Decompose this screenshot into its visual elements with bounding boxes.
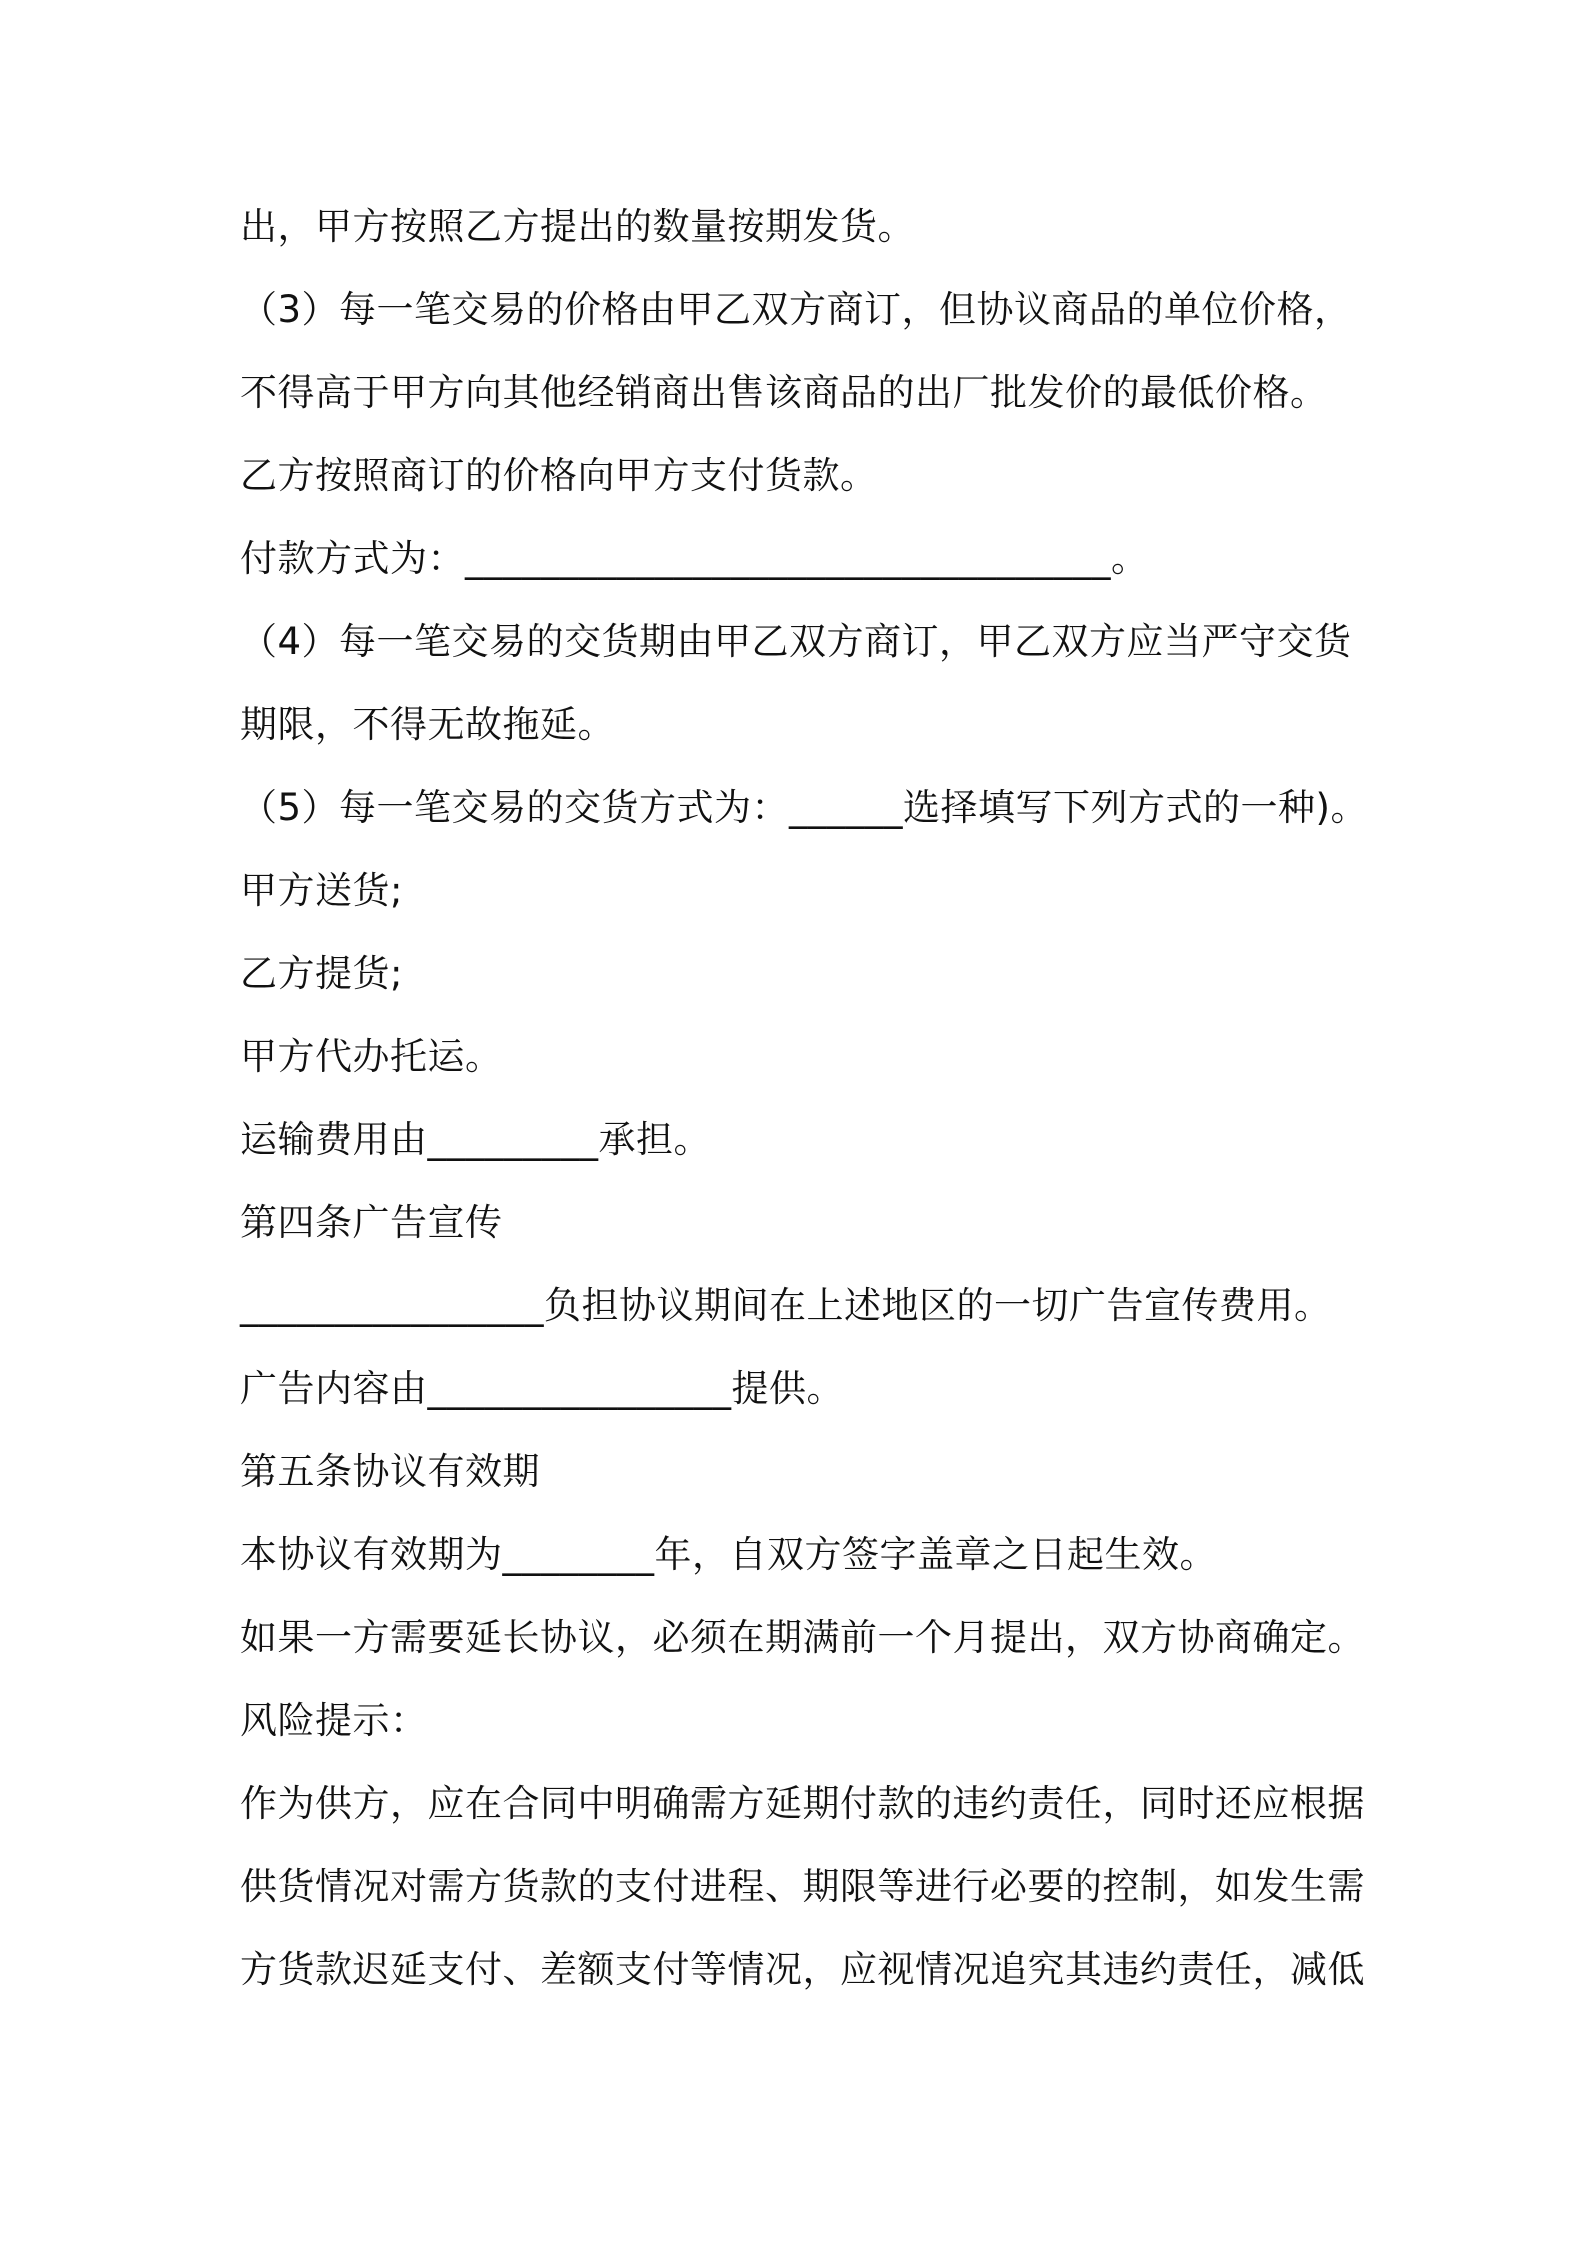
text-line: 乙方按照商订的价格向甲方支付货款。	[240, 454, 878, 497]
text-line: 如果一方需要延长协议，必须在期满前一个月提出，双方协商确定。	[240, 1616, 1365, 1659]
text-line: 运输费用由_________承担。	[240, 1118, 711, 1161]
text-line: 作为供方，应在合同中明确需方延期付款的违约责任，同时还应根据	[240, 1782, 1365, 1825]
text-line: 甲方代办托运。	[240, 1035, 503, 1078]
section-heading: 第五条协议有效期	[240, 1450, 540, 1493]
text-line: 甲方送货;	[240, 869, 403, 912]
text-line: 出，甲方按照乙方提出的数量按期发货。	[240, 205, 915, 248]
text-line: 本协议有效期为________年，自双方签字盖章之日起生效。	[240, 1533, 1217, 1576]
text-line: 期限，不得无故拖延。	[240, 703, 615, 746]
text-line: ________________负担协议期间在上述地区的一切广告宣传费用。	[240, 1284, 1332, 1327]
section-heading: 第四条广告宣传	[240, 1201, 503, 1244]
text-line: 方货款迟延支付、差额支付等情况，应视情况追究其违约责任，减低	[240, 1948, 1365, 1991]
text-line: 供货情况对需方货款的支付进程、期限等进行必要的控制，如发生需	[240, 1865, 1365, 1908]
text-line: （3）每一笔交易的价格由甲乙双方商订，但协议商品的单位价格，	[240, 288, 1352, 331]
text-line: （5）每一笔交易的交货方式为：______选择填写下列方式的一种)。	[240, 786, 1368, 829]
text-line: 广告内容由________________提供。	[240, 1367, 844, 1410]
text-line: （4）每一笔交易的交货期由甲乙双方商订，甲乙双方应当严守交货	[240, 620, 1352, 663]
text-line: 付款方式为：__________________________________。	[240, 537, 1149, 580]
text-line: 不得高于甲方向其他经销商出售该商品的出厂批发价的最低价格。	[240, 371, 1328, 414]
risk-heading: 风险提示：	[240, 1699, 428, 1742]
text-line: 乙方提货;	[240, 952, 403, 995]
